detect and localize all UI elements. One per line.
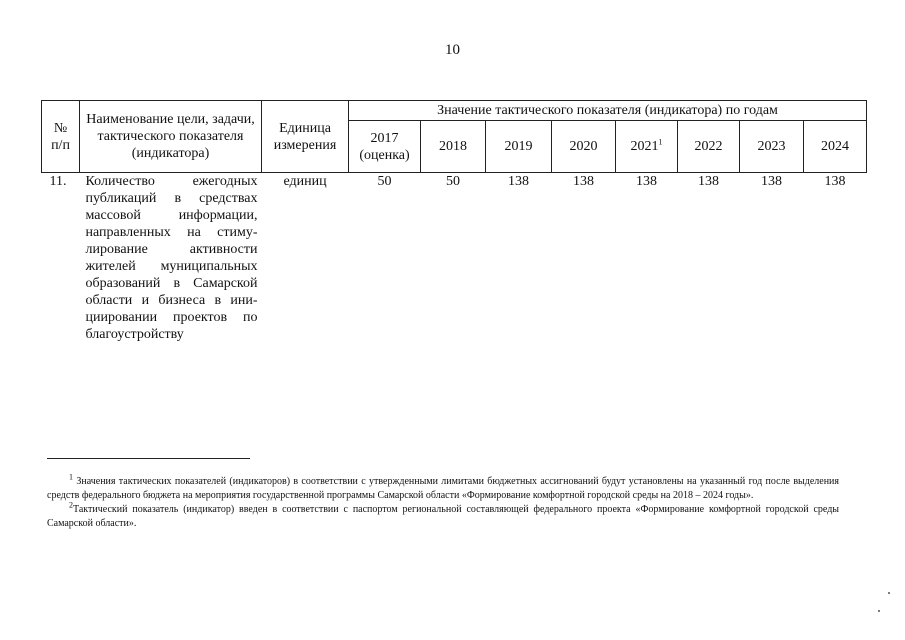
header-year (804, 121, 867, 173)
footnotes (47, 472, 840, 531)
header-year (616, 121, 678, 173)
header-year (552, 121, 616, 173)
footnote-1-marker: 1 (69, 472, 73, 482)
header-year-label: 2017 (370, 130, 399, 146)
footnote-2 (47, 500, 839, 531)
row-indicator-name (80, 173, 262, 344)
indicators-table (41, 100, 867, 343)
header-num: № п/п (42, 101, 80, 173)
header-year-label: 2024 (821, 139, 850, 154)
header-year-note: (оценка) (359, 147, 410, 163)
indicator-name-line: публикаций в средствах (85, 191, 258, 206)
header-year (486, 121, 552, 173)
row-value: 138 (824, 174, 846, 189)
row-value: 138 (698, 174, 719, 189)
scan-speck (878, 610, 880, 612)
indicator-name-line: Количество ежегодных (85, 174, 258, 189)
header-year-label: 2018 (439, 139, 467, 154)
footnote-1-text: Значения тактических показателей (индикаторов) в соответствии с утвержденными лимитами бюджетных ассигнований будут установлены на указанный год после выделения средств федерального бюджета на мероприятия государственной программы Самарской области «Формирование комфортной городской среды на 2018 – 2024 годы». (47, 476, 840, 501)
header-year-label: 2020 (569, 139, 598, 154)
header-year-label: 2021 (630, 139, 659, 154)
header-year (349, 121, 421, 173)
header-year (421, 121, 486, 173)
header-year-label: 2023 (757, 139, 786, 154)
indicator-name-line: области и бизнеса в ини- (85, 293, 258, 308)
row-value: 50 (446, 174, 460, 189)
page-number: 10 (445, 42, 460, 58)
indicator-name-line: жителей муниципальных (85, 259, 258, 274)
row-number: 11. (49, 174, 67, 189)
indicator-name-line: массовой информации, (85, 208, 258, 223)
scan-speck (888, 592, 890, 594)
row-value: 50 (377, 174, 392, 189)
indicator-name-line: циировании проектов по (85, 310, 258, 325)
footnote-2-marker: 2 (69, 500, 73, 510)
header-year (678, 121, 740, 173)
indicator-name-line: благоустройству (85, 327, 184, 342)
row-value: 138 (761, 174, 782, 189)
header-values-group: Значение тактического показателя (индикатора) по годам (349, 101, 867, 121)
row-unit: единиц (283, 174, 327, 189)
header-year (740, 121, 804, 173)
footnote-2-text: Тактический показатель (индикатор) введен в соответствии с паспортом региональной составляющей федерального проекта «Формирование комфортной городской среды Самарской области». (47, 504, 839, 529)
header-year-label: 2022 (694, 139, 723, 154)
indicator-name-line: лирование активности (85, 242, 258, 257)
header-year-label: 2019 (504, 139, 533, 154)
footnote-rule (47, 458, 250, 459)
row-value: 138 (636, 174, 657, 189)
row-value: 138 (573, 174, 594, 189)
header-unit: Единица измерения (262, 101, 349, 173)
indicator-name-line: образований в Самарской (85, 276, 258, 291)
footnote-1 (47, 472, 840, 503)
header-year-footnote-marker: 1 (658, 137, 663, 147)
row-value: 138 (508, 174, 529, 189)
table-row (42, 173, 867, 344)
indicator-name-line: направленных на стиму- (85, 225, 258, 240)
header-name: Наименование цели, задачи, тактического показателя (индикатора) (80, 101, 262, 173)
